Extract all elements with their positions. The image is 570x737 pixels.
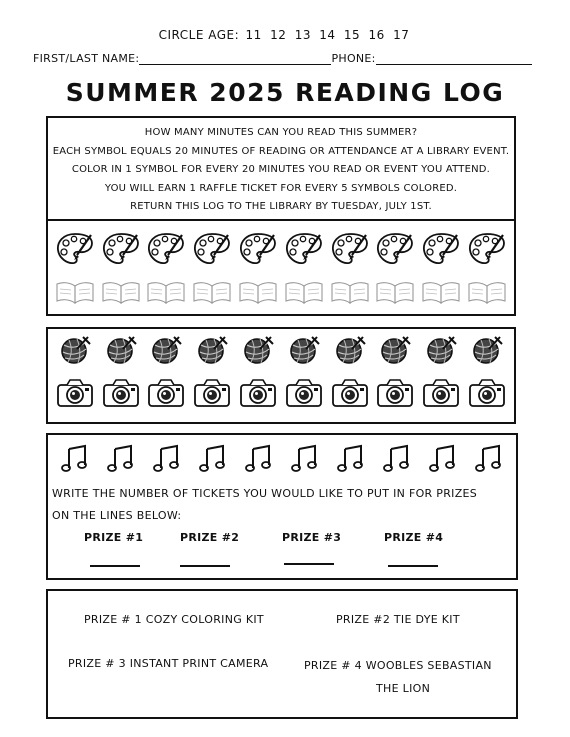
age-option[interactable]: 16 (368, 28, 385, 42)
age-option[interactable]: 14 (319, 28, 336, 42)
camera-icon[interactable] (330, 377, 370, 413)
prize-2-ticket-line[interactable] (180, 565, 230, 567)
age-option[interactable]: 17 (393, 28, 410, 42)
music-note-icon[interactable] (106, 443, 136, 477)
yarn-camera-box (46, 327, 516, 424)
music-note-icon[interactable] (198, 443, 228, 477)
music-note-icon[interactable] (336, 443, 366, 477)
yarn-row (48, 335, 514, 369)
yarn-ball-icon[interactable] (105, 335, 137, 369)
music-note-icon[interactable] (244, 443, 274, 477)
yarn-ball-icon[interactable] (150, 335, 182, 369)
open-book-icon[interactable] (145, 279, 187, 309)
yarn-ball-icon[interactable] (425, 335, 457, 369)
camera-icon[interactable] (421, 377, 461, 413)
camera-icon[interactable] (375, 377, 415, 413)
yarn-ball-icon[interactable] (471, 335, 503, 369)
palette-icon[interactable] (421, 231, 461, 271)
open-book-icon[interactable] (374, 279, 416, 309)
open-book-icon[interactable] (191, 279, 233, 309)
camera-icon[interactable] (146, 377, 186, 413)
music-note-icon[interactable] (152, 443, 182, 477)
page-title: SUMMER 2025 READING LOG (65, 78, 505, 107)
instruction-line: EACH SYMBOL EQUALS 20 MINUTES OF READING OR ATTENDANCE AT A LIBRARY EVENT. (52, 145, 510, 157)
prize-4-description-line2: THE LION (376, 682, 431, 695)
age-selector (0, 28, 570, 42)
age-option[interactable]: 11 (245, 28, 262, 42)
instruction-line: COLOR IN 1 SYMBOL FOR EVERY 20 MINUTES YOU READ OR EVENT YOU ATTEND. (71, 164, 491, 175)
yarn-ball-icon[interactable] (242, 335, 274, 369)
music-note-icon[interactable] (60, 443, 90, 477)
open-book-icon[interactable] (54, 279, 96, 309)
yarn-ball-icon[interactable] (379, 335, 411, 369)
instruction-line: HOW MANY MINUTES CAN YOU READ THIS SUMMER? (144, 127, 418, 138)
yarn-ball-icon[interactable] (59, 335, 91, 369)
open-book-icon[interactable] (420, 279, 462, 309)
prize-3-label: PRIZE #3 (282, 531, 342, 544)
open-book-icon[interactable] (283, 279, 325, 309)
prize-3-description: PRIZE # 3 INSTANT PRINT CAMERA (68, 657, 269, 670)
phone-field[interactable] (376, 53, 532, 65)
instructions-box (46, 116, 516, 220)
tickets-prompt-line: WRITE THE NUMBER OF TICKETS YOU WOULD LIKE TO PUT IN FOR PRIZES (52, 487, 478, 500)
music-tickets-box (46, 433, 518, 580)
palette-row (48, 231, 514, 271)
palette-icon[interactable] (55, 231, 95, 271)
prize-2-label: PRIZE #2 (180, 531, 240, 544)
yarn-ball-icon[interactable] (334, 335, 366, 369)
music-note-icon[interactable] (382, 443, 412, 477)
music-note-icon[interactable] (428, 443, 458, 477)
age-option[interactable]: 15 (343, 28, 361, 42)
camera-icon[interactable] (284, 377, 324, 413)
name-label: FIRST/LAST NAME: (33, 52, 140, 65)
open-book-icon[interactable] (237, 279, 279, 309)
prize-4-ticket-line[interactable] (388, 565, 438, 567)
prize-4-label: PRIZE #4 (384, 531, 444, 544)
tickets-prompt-line: ON THE LINES BELOW: (52, 509, 182, 522)
prize-4-description-line1: PRIZE # 4 WOOBLES SEBASTIAN (304, 659, 492, 672)
age-option[interactable]: 13 (294, 28, 311, 42)
palette-icon[interactable] (330, 231, 370, 271)
prize-2-description: PRIZE #2 TIE DYE KIT (336, 613, 460, 626)
prize-1-description: PRIZE # 1 COZY COLORING KIT (84, 613, 264, 626)
book-row (48, 279, 514, 309)
name-field[interactable] (139, 53, 331, 65)
music-note-icon[interactable] (290, 443, 320, 477)
prize-3-ticket-line[interactable] (284, 563, 334, 565)
camera-icon[interactable] (101, 377, 141, 413)
palette-icon[interactable] (146, 231, 186, 271)
prize-1-ticket-line[interactable] (90, 565, 140, 567)
camera-icon[interactable] (467, 377, 507, 413)
palette-icon[interactable] (284, 231, 324, 271)
instruction-line: YOU WILL EARN 1 RAFFLE TICKET FOR EVERY 5 SYMBOLS COLORED. (104, 182, 458, 194)
palette-icon[interactable] (467, 231, 507, 271)
prize-list-box (46, 589, 518, 719)
palette-icon[interactable] (101, 231, 141, 271)
palette-icon[interactable] (238, 231, 278, 271)
camera-icon[interactable] (55, 377, 95, 413)
contact-fields (33, 52, 532, 65)
palette-icon[interactable] (192, 231, 232, 271)
yarn-ball-icon[interactable] (288, 335, 320, 369)
camera-icon[interactable] (192, 377, 232, 413)
phone-label: PHONE: (331, 52, 376, 65)
camera-row (48, 377, 514, 413)
open-book-icon[interactable] (100, 279, 142, 309)
yarn-ball-icon[interactable] (196, 335, 228, 369)
music-note-icon[interactable] (474, 443, 504, 477)
camera-icon[interactable] (238, 377, 278, 413)
palette-book-box (46, 219, 516, 316)
instruction-line: RETURN THIS LOG TO THE LIBRARY BY TUESDAY, JULY 1ST. (130, 201, 432, 212)
palette-icon[interactable] (375, 231, 415, 271)
open-book-icon[interactable] (466, 279, 508, 309)
age-option[interactable]: 12 (270, 28, 287, 42)
open-book-icon[interactable] (329, 279, 371, 309)
prize-1-label: PRIZE #1 (84, 531, 144, 544)
age-label: CIRCLE AGE: (158, 28, 240, 42)
music-row (48, 443, 516, 477)
